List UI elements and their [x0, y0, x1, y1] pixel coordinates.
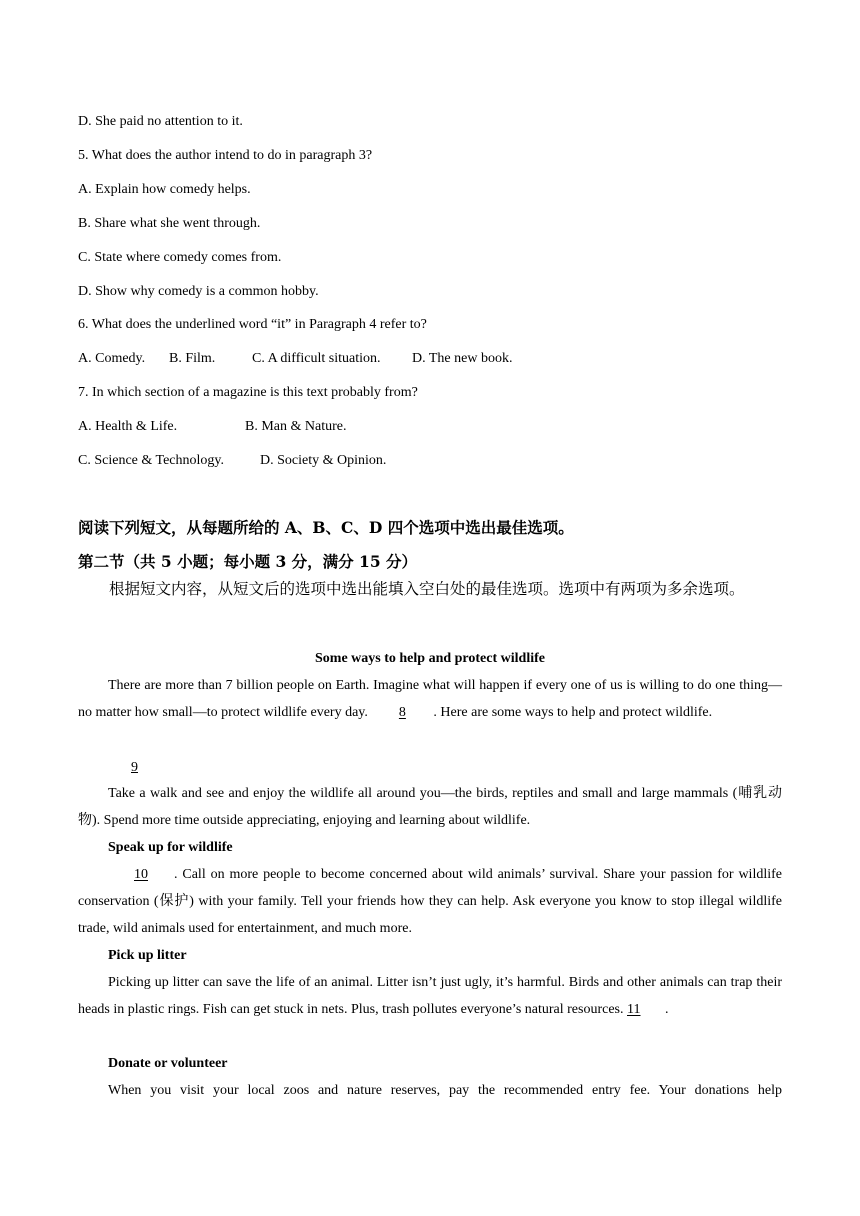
- q6-options: [78, 350, 513, 368]
- q5-option-b: B. Share what she went through.: [78, 216, 261, 231]
- p3-text: . Call on more people to become concerned about wild animals’ survival. Share your passion for wildlife conservation (保护) with your family. Tell your friends how they can help. Ask everyone you know to stop illegal wildlife trade, wild animals used for entertainment, and much more.: [78, 867, 782, 936]
- passage-paragraph-1: [78, 672, 782, 726]
- q7-option-b: B. Man & Nature.: [245, 419, 347, 434]
- q6-option-c: C. A difficult situation.: [252, 351, 381, 366]
- p1-text-before: There are more than 7 billion people on Earth. Imagine what will happen if every one of us is willing to do one thing—no matter how small—to protect wildlife every day.: [78, 678, 782, 720]
- section-instruction: 根据短文内容，从短文后的选项中选出能填入空白处的最佳选项。选项中有两项为多余选项。: [109, 580, 745, 598]
- subheading-speak-up: Speak up for wildlife: [108, 840, 233, 855]
- q5-option-a: A. Explain how comedy helps.: [78, 182, 251, 197]
- passage-paragraph-4: [78, 969, 782, 1023]
- blank-11[interactable]: 11: [627, 1002, 641, 1017]
- subheading-pick-up-litter: Pick up litter: [108, 948, 187, 963]
- q6-option-a: A. Comedy.: [78, 351, 146, 366]
- q5-stem: 5. What does the author intend to do in paragraph 3?: [78, 148, 373, 163]
- q7-option-a: A. Health & Life.: [78, 419, 178, 434]
- reading-intro: 阅读下列短文，从每题所给的 A、B、C、D 四个选项中选出最佳选项。: [78, 518, 574, 537]
- q7-options-ab: [78, 418, 347, 436]
- passage-paragraph-5: When you visit your local zoos and nature reserves, pay the recommended entry fee. Your donations help: [108, 1083, 782, 1098]
- q7-options-cd: [78, 452, 387, 470]
- q6-option-b: B. Film.: [169, 351, 216, 366]
- passage-paragraph-2: Take a walk and see and enjoy the wildlife all around you—the birds, reptiles and small and large mammals (哺乳动物). Spend more time outside appreciating, enjoying and learning about wildlife.: [78, 786, 782, 828]
- q6-option-d: D. The new book.: [412, 351, 513, 366]
- q7-option-d: D. Society & Opinion.: [260, 453, 387, 468]
- q5-option-d: D. Show why comedy is a common hobby.: [78, 284, 319, 299]
- blank-10[interactable]: 10: [134, 867, 148, 882]
- p4-end: .: [665, 1002, 669, 1017]
- p4-text: Picking up litter can save the life of an animal. Litter isn’t just ugly, it’s harmful. Birds and other animals can trap their heads in plastic rings. Fish can get stuck in nets. Plus, trash pollutes everyone’s natural resources.: [78, 975, 782, 1017]
- passage-paragraph-3: [78, 861, 782, 942]
- q6-stem: 6. What does the underlined word “it” in Paragraph 4 refer to?: [78, 317, 427, 332]
- p1-text-after: . Here are some ways to help and protect wildlife.: [433, 705, 713, 720]
- q5-option-c: C. State where comedy comes from.: [78, 250, 282, 265]
- q4-option-d: D. She paid no attention to it.: [78, 114, 243, 129]
- passage-title: Some ways to help and protect wildlife: [315, 651, 545, 666]
- blank-8[interactable]: 8: [398, 705, 406, 720]
- q7-stem: 7. In which section of a magazine is this text probably from?: [78, 385, 418, 400]
- blank-9[interactable]: 9: [131, 760, 138, 775]
- section-heading: 第二节（共 5 小题；每小题 3 分，满分 15 分）: [78, 552, 418, 571]
- q7-option-c: C. Science & Technology.: [78, 453, 224, 468]
- subheading-donate: Donate or volunteer: [108, 1056, 228, 1071]
